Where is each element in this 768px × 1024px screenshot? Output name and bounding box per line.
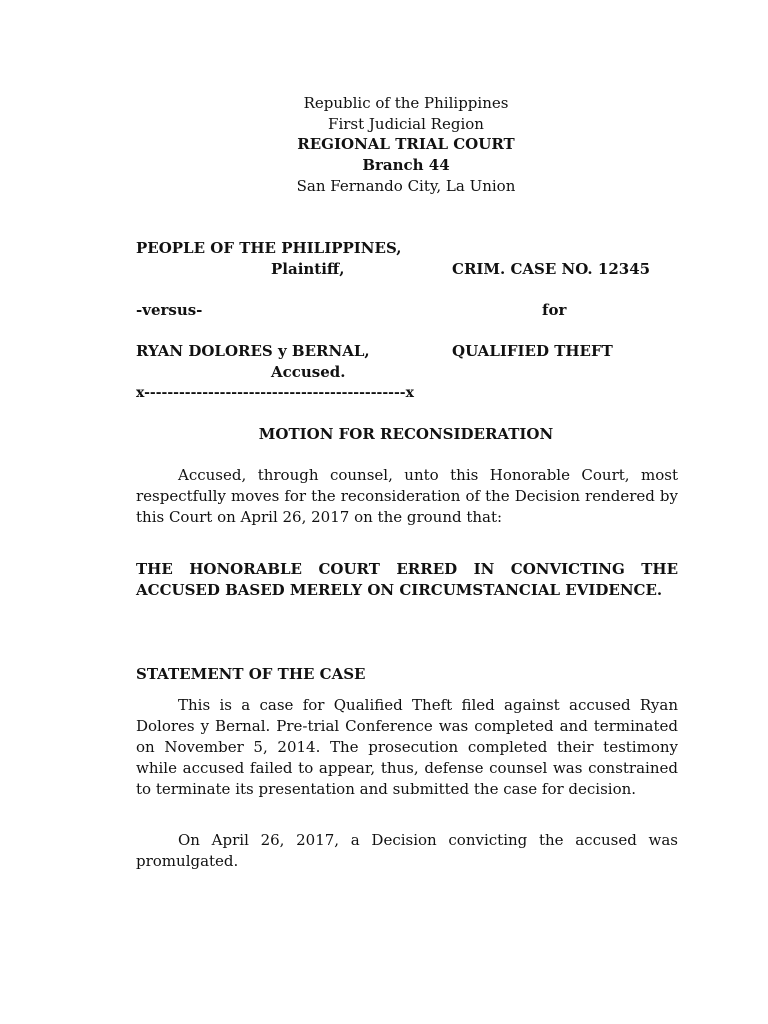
for-label: for [542,301,567,319]
offense-label: QUALIFIED THEFT [452,342,613,360]
versus-label: -versus- [136,301,203,319]
accused-role: Accused. [271,363,346,381]
ground-paragraph: THE HONORABLE COURT ERRED IN CONVICTING THE ACCUSED BASED MERELY ON CIRCUMSTANCIAL EVIDENCE. [136,560,678,599]
plaintiff-name: PEOPLE OF THE PHILIPPINES, [136,239,402,257]
statement-paragraph-2: On April 26, 2017, a Decision convicting the accused was promulgated. [136,831,678,870]
accused-name: RYAN DOLORES y BERNAL, [136,342,370,360]
branch-line: Branch 44 [362,156,450,174]
republic-line: Republic of the Philippines [303,94,509,112]
caption-separator: x---------------------------------------------x [136,385,414,401]
statement-paragraph-1: This is a case for Qualified Theft filed against accused Ryan Dolores y Bernal. Pre-trial Conference was completed and terminated on November 5, 2014. The prosecution completed their testimony while accused failed to appear, thus, defense counsel was constrained to terminate its presentation and submitted the case for decision. [136,696,678,798]
document-title: MOTION FOR RECONSIDERATION [258,425,554,443]
statement-heading: STATEMENT OF THE CASE [136,665,366,683]
region-line: First Judicial Region [328,115,484,133]
court-line: REGIONAL TRIAL COURT [297,135,515,153]
plaintiff-role: Plaintiff, [271,260,345,278]
city-line: San Fernando City, La Union [296,177,516,195]
case-number: CRIM. CASE NO. 12345 [452,260,651,278]
intro-paragraph: Accused, through counsel, unto this Honorable Court, most respectfully moves for the reconsideration of the Decision rendered by this Court on April 26, 2017 on the ground that: [136,466,678,526]
